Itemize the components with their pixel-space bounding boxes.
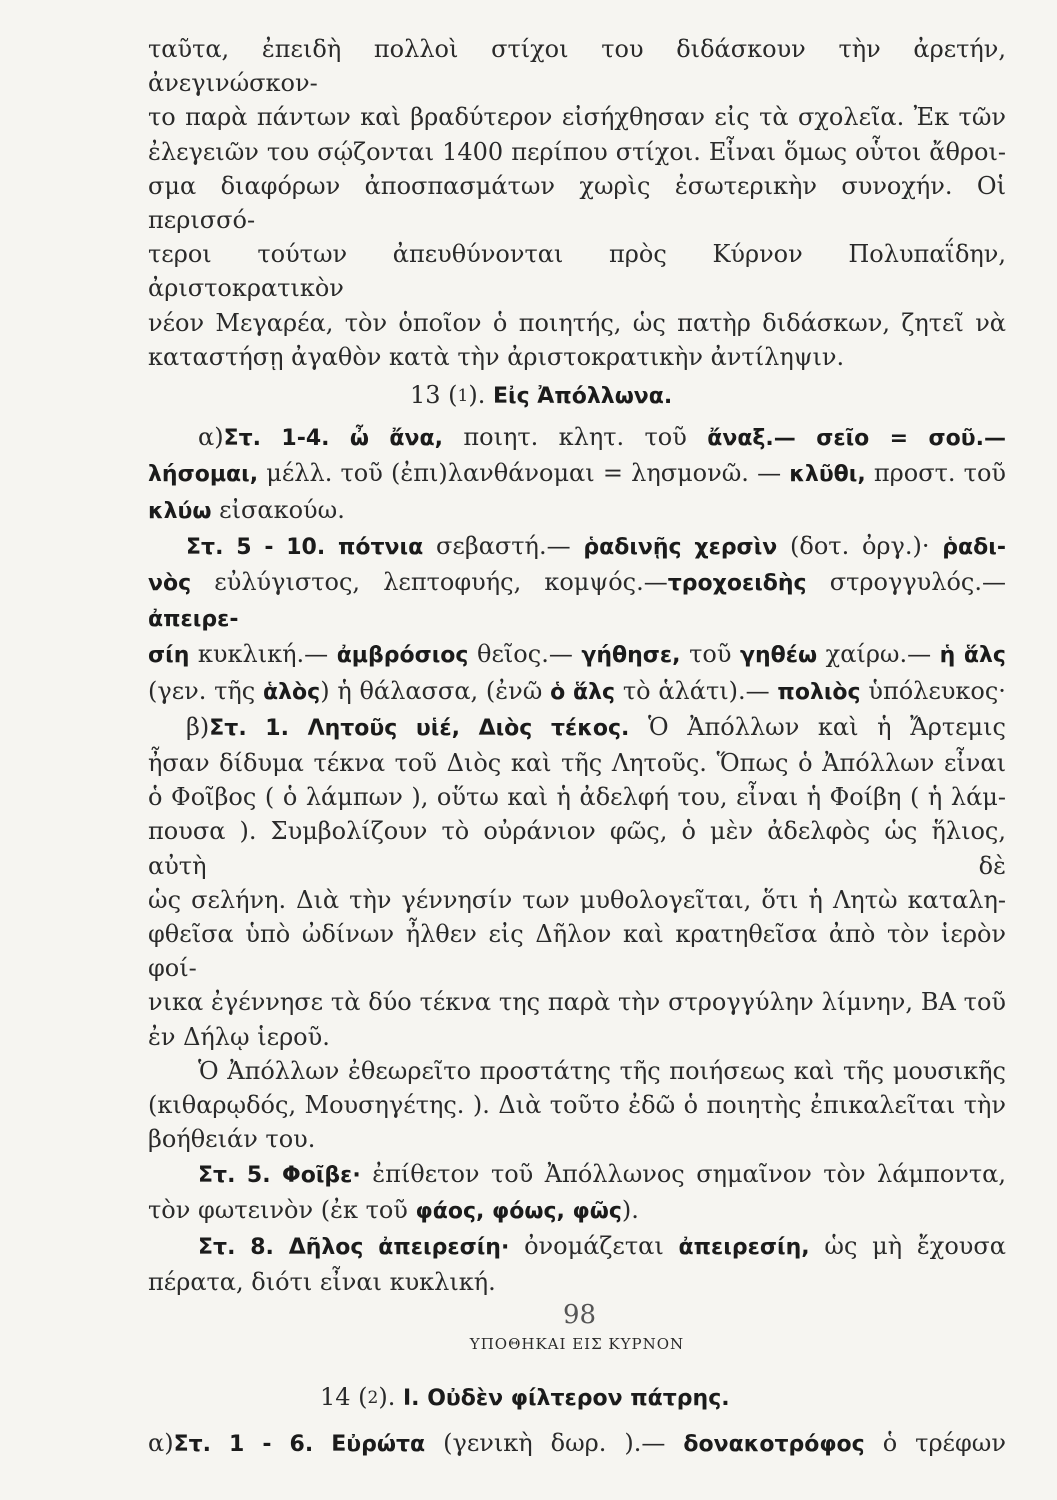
paragraph-line [148, 1193, 1006, 1229]
term: τροχοειδὴς [667, 571, 807, 597]
gloss: ) ἡ θάλασσα, (ἐνῶ [320, 676, 543, 705]
term: φάος, φόως, φῶς [415, 1198, 622, 1224]
term: Εὐρώτα [331, 1431, 426, 1457]
gloss: (γεν. τῆς [148, 676, 256, 705]
gloss: θεῖος.— [477, 640, 573, 669]
term: ἡ ἅλς [939, 643, 1006, 669]
term: κλύω [148, 498, 212, 524]
text-line: ἦσαν δίδυμα τέκνα τοῦ Διὸς καὶ τῆς Λητοῦς. Ὅπως ὁ Ἀπόλλων εἶναι [148, 749, 1006, 778]
page-text [148, 32, 1006, 1462]
term: σίη [148, 643, 190, 669]
paragraph-line [148, 1157, 1006, 1193]
term: κλῦθι, [789, 462, 866, 488]
paragraph-line [148, 456, 1006, 492]
paragraph-line [148, 1426, 1006, 1462]
text-line: το παρὰ πάντων καὶ βραδύτερον εἰσήχθησαν εἰς τὰ σχολεῖα. Ἐκ τῶν [148, 103, 1006, 132]
term: νὸς [148, 571, 192, 597]
verse-ref: Στ. 5 - 10. [186, 534, 326, 560]
text-line: ἐν Δήλῳ ἱεροῦ. [148, 1022, 330, 1051]
gloss: εἰσακούω. [219, 495, 345, 524]
text-line: πουσα ). Συμβολίζουν τὸ οὐράνιον φῶς, ὁ μὲν ἀδελφὸς ὡς ἥλιος, αὐτὴ δὲ [148, 817, 1006, 880]
text-line: νικα ἐγέννησε τὰ δύο τέκνα της παρὰ τὴν στρογγύλην λίμνην, ΒΑ τοῦ [148, 988, 1006, 1017]
gloss: προστ. τοῦ [873, 459, 1006, 488]
text-line: βοήθειάν του. [148, 1125, 316, 1154]
term: γήθησε, [581, 643, 681, 669]
text-line: καταστήσῃ ἀγαθὸν κατὰ τὴν ἀριστοκρατικὴν ἀντίληψιν. [148, 342, 845, 371]
text-line: ὡς σελήνη. Διὰ τὴν γέννησίν των μυθολογεῖται, ὅτι ἡ Λητὼ καταλη- [148, 885, 1006, 914]
paragraph-line [148, 420, 1006, 456]
text-line: (κιθαρῳδός, Μουσηγέτης. ). Διὰ τοῦτο ἐδῶ ὁ ποιητὴς ἐπικαλεῖται τὴν [148, 1091, 1006, 1120]
term: Λητοῦς υἱέ, Διὸς τέκος. [307, 715, 630, 741]
section-heading-13: 13 (1). Εἰς Ἀπόλλωνα. [410, 381, 673, 410]
heading-number: 13 [410, 381, 441, 410]
heading-title: Οὐδὲν φίλτερον πάτρης. [427, 1385, 730, 1411]
term: ὦ ἄνα, [349, 426, 443, 452]
term: ἀμβρόσιος [336, 643, 469, 669]
page-number: 98 [563, 1300, 597, 1330]
gloss: ὀνομάζεται [524, 1231, 664, 1260]
term: Φοῖβε· [282, 1162, 361, 1188]
gloss: τοῦ [689, 640, 732, 669]
gloss: (γενικὴ δωρ. ).— [443, 1428, 666, 1457]
text-line: ταῦτα, ἐπειδὴ πολλοὶ στίχοι του διδάσκουν τὴν ἀρετήν, ἀνεγινώσκον- [148, 35, 1006, 98]
term: πολιὸς [777, 679, 861, 705]
verse-ref: Στ. 8. [198, 1234, 274, 1260]
text-line: ὁ Φοῖβος ( ὁ λάμπων ), οὕτω καὶ ἡ ἀδελφή του, εἶναι ἡ Φοίβη ( ἡ λάμ- [148, 783, 1006, 812]
heading-title: Εἰς Ἀπόλλωνα. [493, 384, 673, 410]
term: λήσομαι, [148, 462, 259, 488]
gloss: (δοτ. ὀργ.)· [790, 531, 930, 560]
gloss: στρογγυλός.— [829, 568, 1006, 597]
gloss: Ὁ Ἀπόλλων καὶ ἡ Ἄρτεμις [647, 712, 1006, 741]
footnote-ref: 2 [367, 1387, 379, 1408]
text-line: Ὁ Ἀπόλλων ἐθεωρεῖτο προστάτης τῆς ποιήσεως καὶ τῆς μουσικῆς [198, 1056, 1006, 1085]
term: ἄναξ. [707, 426, 774, 452]
text-line: τεροι τούτων ἀπευθύνονται πρὸς Κύρνον Πολυπαΐδην, ἀριστοκρατικὸν [148, 240, 1006, 303]
gloss: μέλλ. τοῦ (ἐπι)λανθάνομαι = λησμονῶ. — [266, 459, 782, 488]
paragraph-line [148, 710, 1006, 746]
gloss: σεβαστή.— [436, 531, 571, 560]
gloss: χαίρω.— [825, 640, 932, 669]
gloss: ). [621, 1195, 639, 1224]
term: ἀπειρεσίη, [678, 1234, 810, 1260]
enum-label: α) [198, 423, 224, 452]
term: — σεῖο = σοῦ.— [773, 426, 1006, 452]
gloss: ποιητ. κλητ. τοῦ [463, 423, 687, 452]
term: Δῆλος ἀπειρεσίη· [288, 1234, 510, 1260]
paragraph-line [148, 529, 1006, 565]
text-line: ἐλεγειῶν του σῴζονται 1400 περίπου στίχοι. Εἶναι ὅμως οὗτοι ἄθροι- [148, 137, 1006, 166]
term: ὁ ἅλς [550, 679, 616, 705]
text-line: πέρατα, διότι εἶναι κυκλική. [148, 1268, 496, 1297]
gloss: κυκλική.— [197, 640, 329, 669]
gloss: τὸ ἁλάτι).— [622, 676, 770, 705]
gloss: εὐλύγιστος, λεπτοφυής, κομψός.— [214, 568, 668, 597]
text-line: φθεῖσα ὑπὸ ὠδίνων ἦλθεν εἰς Δῆλον καὶ κρατηθεῖσα ἀπὸ τὸν ἱερὸν φοί- [148, 920, 1006, 983]
term: ῥαδι- [942, 534, 1006, 560]
verse-ref: Στ. 5. [198, 1162, 271, 1188]
heading-number: 14 [320, 1382, 351, 1411]
gloss: ὁ τρέφων [882, 1428, 1006, 1457]
enum-label: α) [148, 1428, 174, 1457]
paragraph-line [148, 565, 1006, 637]
term: γηθέω [739, 643, 818, 669]
verse-ref: Στ. 1. [209, 715, 289, 741]
enum-label: β) [186, 712, 210, 741]
paragraph-line [148, 637, 1006, 673]
verse-ref: Στ. 1-4. [223, 426, 330, 452]
term: ῥαδινῇς χερσὶν [583, 534, 778, 560]
text-line: σμα διαφόρων ἀποσπασμάτων χωρὶς ἐσωτερικὴν συνοχήν. Οἱ περισσό- [148, 171, 1006, 235]
footnote-ref: 1 [457, 386, 469, 407]
gloss: τὸν φωτεινὸν (ἐκ τοῦ [148, 1195, 408, 1224]
gloss: ἐπίθετον τοῦ Ἀπόλλωνος σημαῖνον τὸν λάμποντα, [372, 1159, 1006, 1188]
term: δονακοτρόφος [683, 1431, 865, 1457]
term: ἁλὸς [263, 679, 321, 705]
running-section-heading: ΥΠΟΘΗΚΑΙ ΕΙΣ ΚΥΡΝΟΝ [469, 1335, 685, 1354]
paragraph-line [148, 1229, 1006, 1265]
term: ἀπειρε- [148, 607, 239, 633]
term: πότνια [338, 534, 424, 560]
section-heading-14: 14 (2). Ι. Οὐδὲν φίλτερον πάτρης. [320, 1382, 730, 1411]
heading-roman: Ι. [403, 1385, 420, 1411]
gloss: ὑπόλευκος· [868, 676, 1006, 705]
verse-ref: Στ. 1 - 6. [173, 1431, 314, 1457]
paragraph-line [148, 493, 1006, 529]
paragraph-line [148, 674, 1006, 710]
text-line: νέον Μεγαρέα, τὸν ὁποῖον ὁ ποιητής, ὡς πατὴρ διδάσκων, ζητεῖ νὰ [148, 308, 1006, 337]
gloss: ὡς μὴ ἔχουσα [824, 1231, 1006, 1260]
